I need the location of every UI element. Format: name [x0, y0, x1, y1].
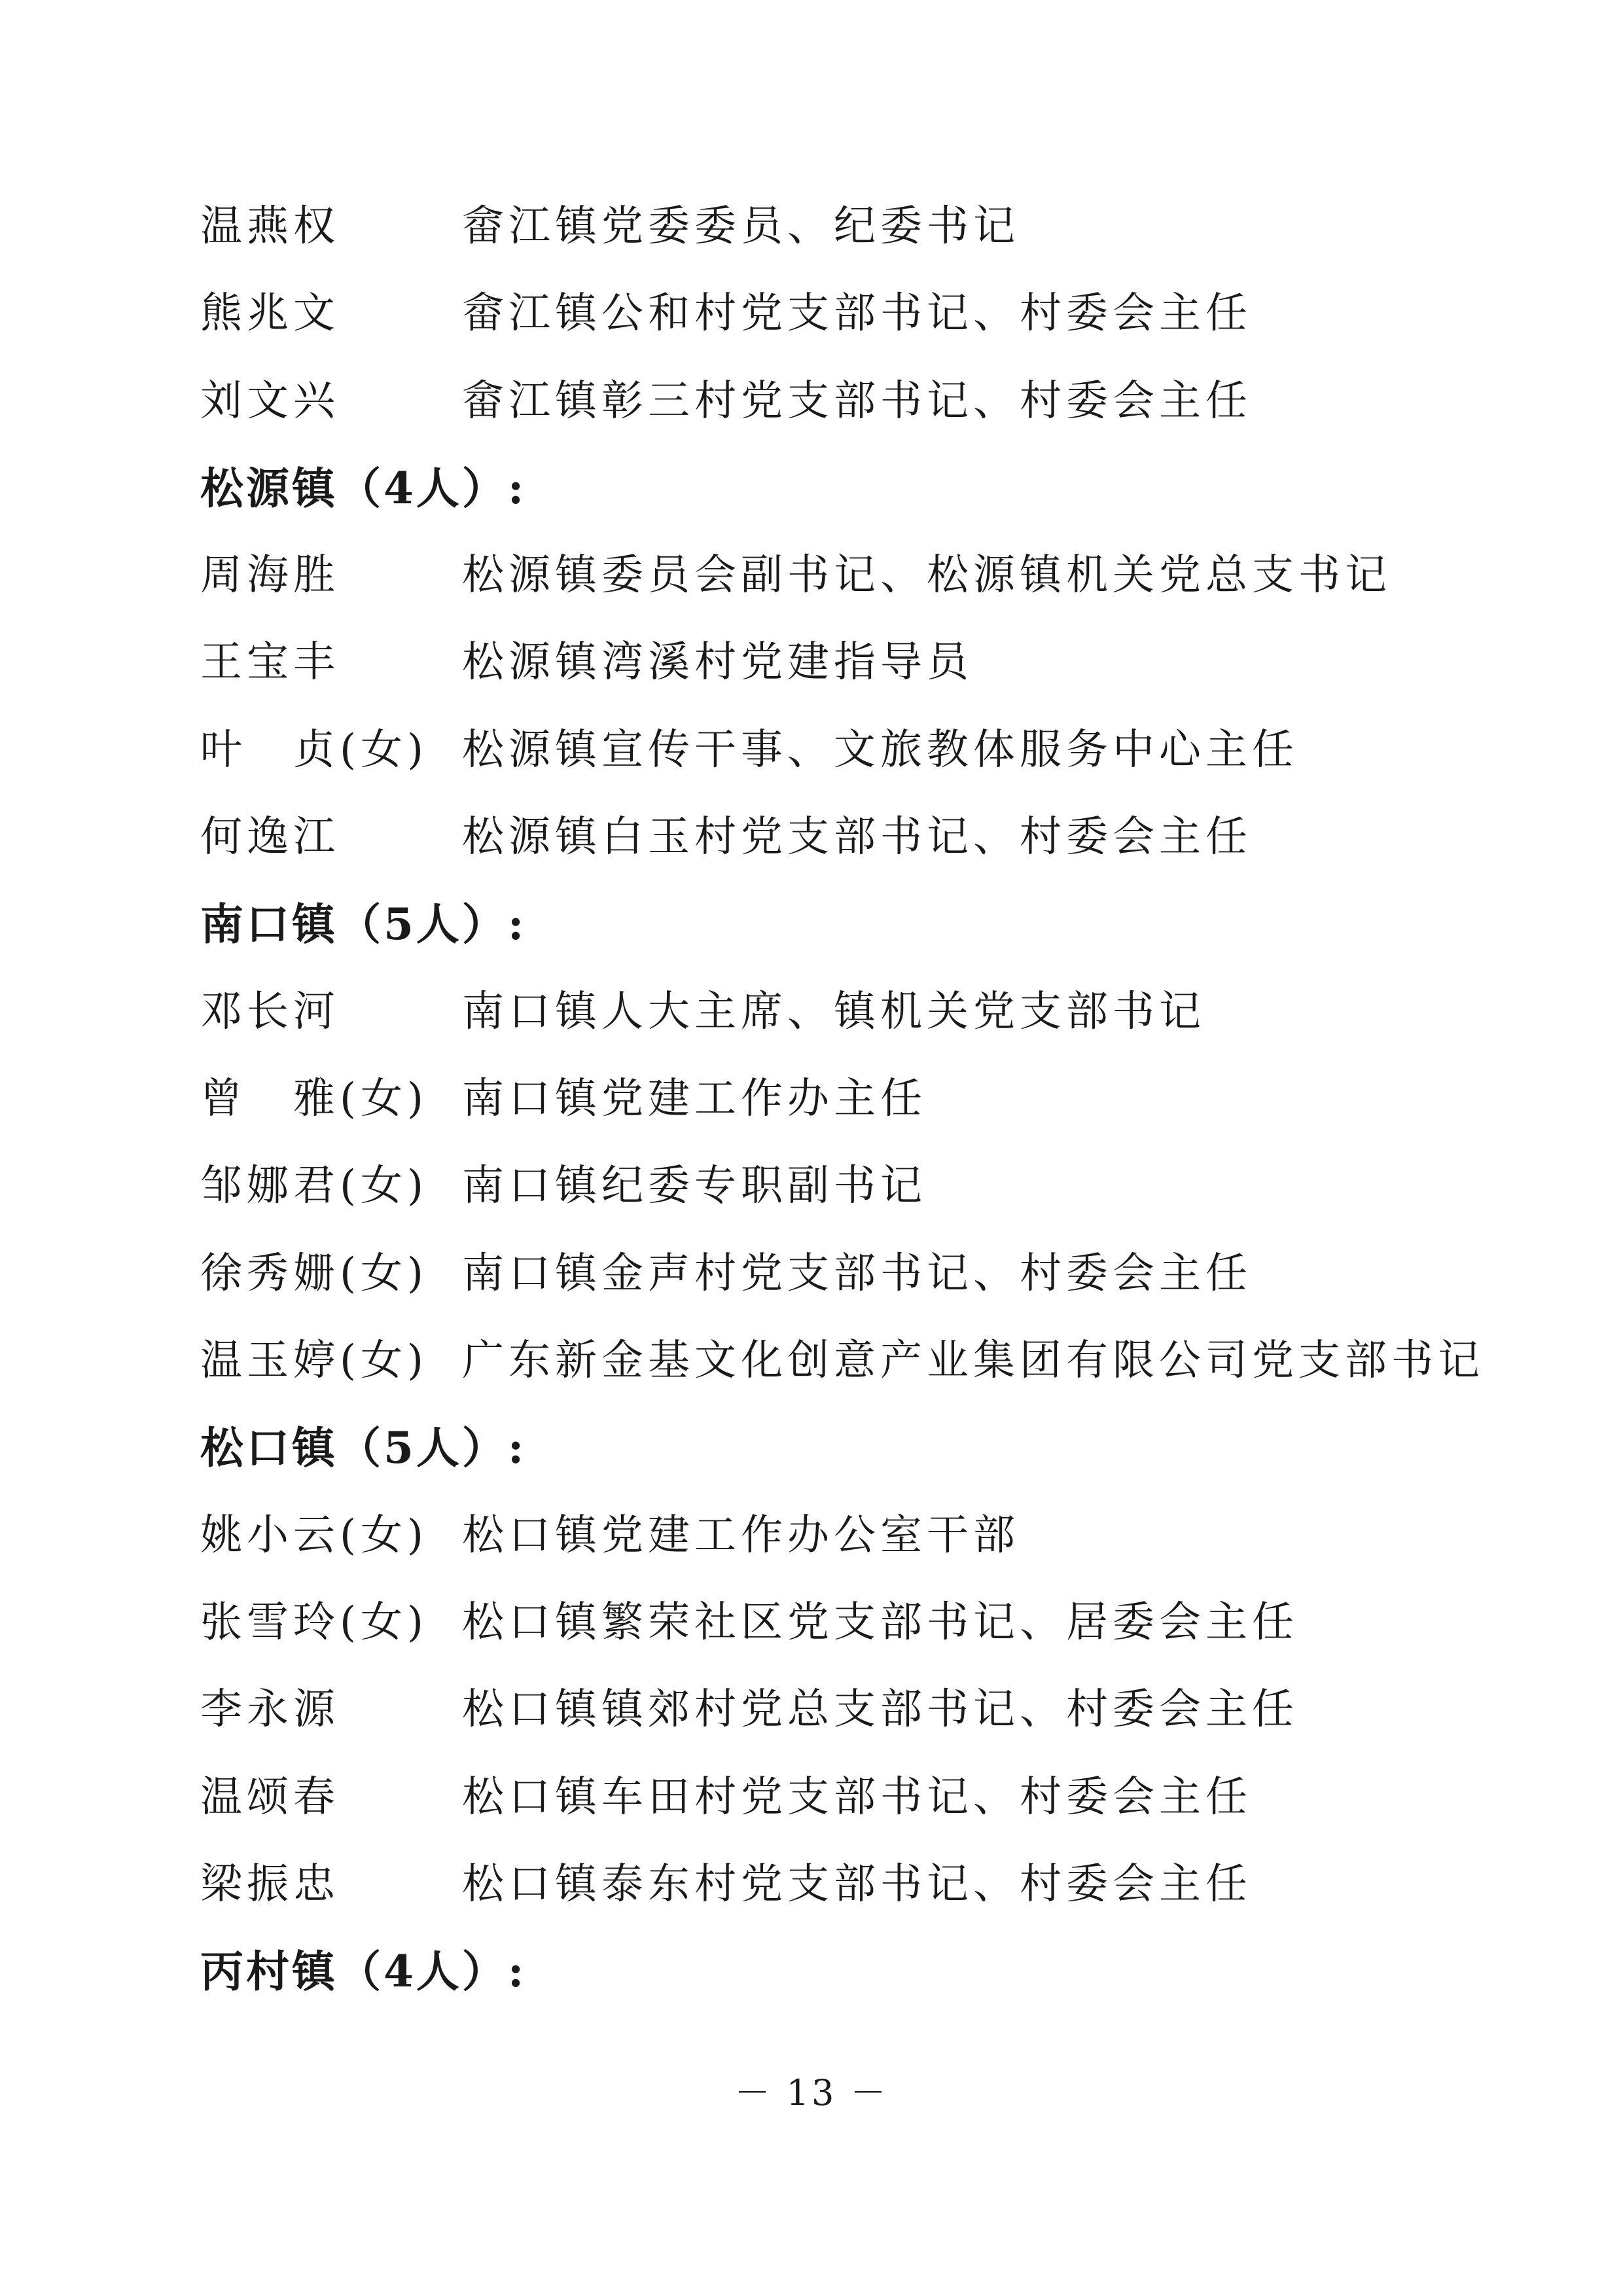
member-name: 温玉婷(女) [200, 1336, 428, 1385]
member-name: 刘文兴 [200, 377, 340, 425]
member-role: 松口镇泰东村党支部书记、村委会主任 [462, 1860, 1252, 1909]
member-row [200, 1059, 927, 1131]
member-row [200, 1234, 1252, 1306]
member-name: 温燕权 [200, 202, 340, 251]
member-name: 何逸江 [200, 813, 340, 861]
member-role: 南口镇金声村党支部书记、村委会主任 [462, 1249, 1252, 1298]
member-role: 南口镇党建工作办主任 [462, 1075, 927, 1123]
member-name: 姚小云(女) [200, 1511, 428, 1560]
member-role: 松源镇委员会副书记、松源镇机关党总支书记 [462, 551, 1391, 600]
member-name: 徐秀姗(女) [200, 1249, 428, 1298]
member-row [200, 622, 973, 694]
member-row [200, 797, 1252, 869]
section-heading: 南口镇（5人）: [200, 898, 527, 950]
member-role: 南口镇纪委专职副书记 [462, 1162, 927, 1210]
member-name: 梁振忠 [200, 1860, 340, 1909]
member-role: 畲江镇公和村党支部书记、村委会主任 [462, 289, 1252, 338]
member-row [200, 1670, 1298, 1742]
member-role: 广东新金基文化创意产业集团有限公司党支部书记 [462, 1336, 1484, 1385]
member-role: 松口镇党建工作办公室干部 [462, 1511, 1020, 1560]
member-name: 李永源 [200, 1685, 340, 1734]
member-name: 邹娜君(女) [200, 1162, 428, 1210]
member-name: 周海胜 [200, 551, 340, 600]
member-row [200, 1583, 1298, 1655]
section-heading: 松源镇（4人）: [200, 462, 527, 514]
member-role: 松源镇白玉村党支部书记、村委会主任 [462, 813, 1252, 861]
member-name: 邓长河 [200, 988, 340, 1036]
member-role: 松口镇繁荣社区党支部书记、居委会主任 [462, 1598, 1298, 1647]
member-name: 叶 贞(女) [200, 726, 428, 774]
member-row [200, 1844, 1252, 1916]
member-role: 畲江镇党委委员、纪委书记 [462, 202, 1020, 251]
member-row [200, 972, 1205, 1044]
member-row [200, 710, 1298, 782]
member-row [200, 274, 1252, 346]
member-role: 松口镇镇郊村党总支部书记、村委会主任 [462, 1685, 1298, 1734]
member-row [200, 1496, 1020, 1568]
member-name: 曾 雅(女) [200, 1075, 428, 1123]
section-heading: 松口镇（5人）: [200, 1422, 527, 1473]
member-row [200, 1146, 927, 1218]
page-number: － 13 － [734, 2072, 889, 2113]
member-name: 王宝丰 [200, 638, 340, 687]
member-row [200, 187, 1020, 259]
member-role: 松源镇湾溪村党建指导员 [462, 638, 973, 687]
member-role: 松口镇车田村党支部书记、村委会主任 [462, 1773, 1252, 1821]
member-row [200, 361, 1252, 433]
member-role: 畲江镇彰三村党支部书记、村委会主任 [462, 377, 1252, 425]
member-role: 南口镇人大主席、镇机关党支部书记 [462, 988, 1205, 1036]
section-heading: 丙村镇（4人）: [200, 1945, 527, 1997]
member-row [200, 535, 1391, 607]
member-name: 温颂春 [200, 1773, 340, 1821]
member-name: 张雪玲(女) [200, 1598, 428, 1647]
member-name: 熊兆文 [200, 289, 340, 338]
member-row [200, 1321, 1484, 1393]
member-row [200, 1757, 1252, 1829]
member-role: 松源镇宣传干事、文旅教体服务中心主任 [462, 726, 1298, 774]
